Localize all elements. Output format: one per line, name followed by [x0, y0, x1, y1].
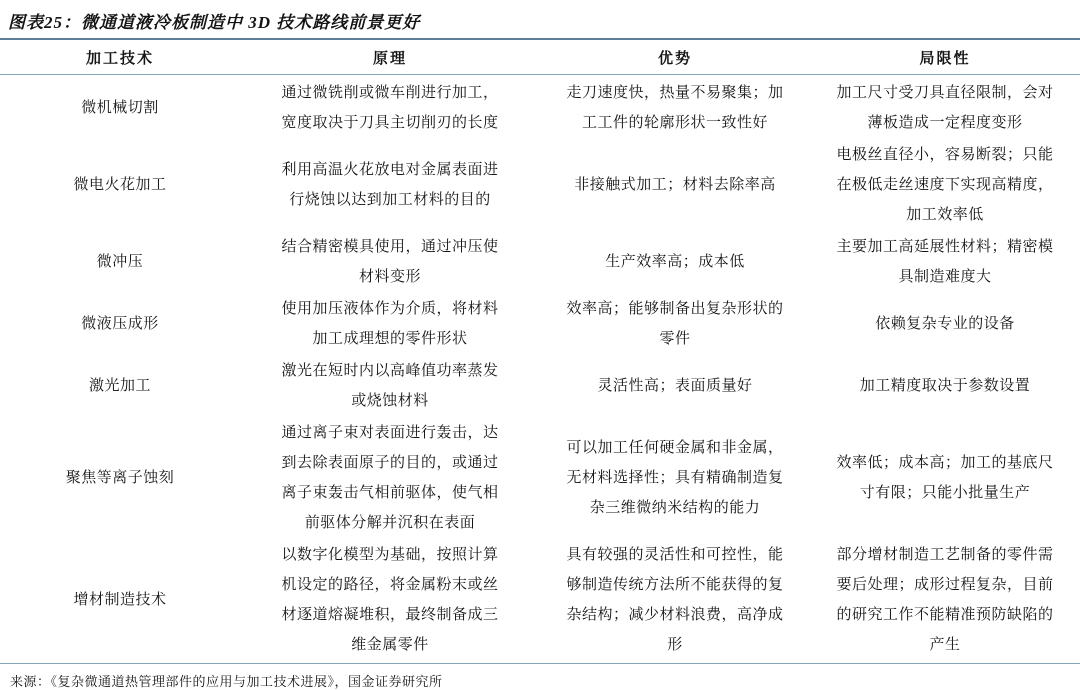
column-header-principle: 原理	[372, 51, 407, 67]
cell-processing-technology: 聚焦等离子蚀刻	[65, 470, 175, 486]
cell-limitations: 加工精度取决于参数设置	[859, 378, 1031, 394]
cell-principle: 结合精密模具使用，通过冲压使材料变形	[281, 239, 499, 285]
cell-advantages: 走刀速度快，热量不易聚集；加工工件的轮廓形状一致性好	[566, 85, 784, 131]
cell-advantages: 非接触式加工；材料去除率高	[574, 177, 776, 193]
source-note: 来源：《复杂微通道热管理部件的应用与加工技术进展》，国金证券研究所	[10, 674, 443, 689]
figure-title: 图表25：微通道液冷板制造中 3D 技术路线前景更好	[8, 13, 421, 32]
cell-processing-technology: 激光加工	[88, 378, 151, 394]
cell-limitations: 部分增材制造工艺制备的零件需要后处理；成形过程复杂，目前的研究工作不能精准预防缺陷的产生	[836, 547, 1054, 653]
table-row	[0, 231, 1080, 293]
cell-limitations: 加工尺寸受刀具直径限制，会对薄板造成一定程度变形	[836, 85, 1054, 131]
column-header-advantages: 优势	[657, 51, 692, 67]
table-row	[0, 539, 1080, 661]
cell-principle: 激光在短时内以高峰值功率蒸发或烧蚀材料	[281, 363, 499, 409]
cell-advantages: 效率高；能够制备出复杂形状的零件	[566, 301, 784, 347]
cell-processing-technology: 微液压成形	[81, 316, 159, 332]
cell-advantages: 生产效率高；成本低	[605, 254, 745, 270]
cell-advantages: 具有较强的灵活性和可控性，能够制造传统方法所不能获得的复杂结构；减少材料浪费，高净成形	[566, 547, 784, 653]
table-row	[0, 355, 1080, 417]
cell-limitations: 依赖复杂专业的设备	[875, 316, 1015, 332]
table-row	[0, 139, 1080, 231]
cell-processing-technology: 增材制造技术	[73, 592, 167, 608]
cell-principle: 通过微铣削或微车削进行加工，宽度取决于刀具主切削刃的长度	[281, 85, 499, 131]
cell-limitations: 电极丝直径小，容易断裂；只能在极低走丝速度下实现高精度，加工效率低	[836, 147, 1054, 223]
column-header-limitations: 局限性	[919, 51, 971, 67]
column-header-tech: 加工技术	[85, 51, 154, 67]
cell-processing-technology: 微冲压	[96, 254, 144, 270]
table-row	[0, 293, 1080, 355]
cell-principle: 利用高温火花放电对金属表面进行烧蚀以达到加工材料的目的	[281, 162, 499, 208]
table-body	[0, 75, 1080, 663]
cell-advantages: 可以加工任何硬金属和非金属，无材料选择性；具有精确制造复杂三维微纳米结构的能力	[566, 440, 784, 516]
cell-processing-technology: 微机械切割	[81, 100, 159, 116]
cell-limitations: 效率低；成本高；加工的基底尺寸有限；只能小批量生产	[836, 455, 1054, 501]
table-header-row	[0, 40, 1080, 74]
table-row	[0, 417, 1080, 539]
table-row	[0, 77, 1080, 139]
cell-advantages: 灵活性高；表面质量好	[597, 378, 753, 394]
cell-limitations: 主要加工高延展性材料；精密模具制造难度大	[836, 239, 1054, 285]
cell-processing-technology: 微电火花加工	[73, 177, 167, 193]
cell-principle: 使用加压液体作为介质，将材料加工成理想的零件形状	[281, 301, 499, 347]
cell-principle: 以数字化模型为基础，按照计算机设定的路径，将金属粉末或丝材逐道熔凝堆积，最终制备成三维金属零件	[281, 547, 499, 653]
cell-principle: 通过离子束对表面进行轰击，达到去除表面原子的目的，或通过离子束轰击气相前驱体，使气相前驱体分解并沉积在表面	[281, 425, 499, 531]
